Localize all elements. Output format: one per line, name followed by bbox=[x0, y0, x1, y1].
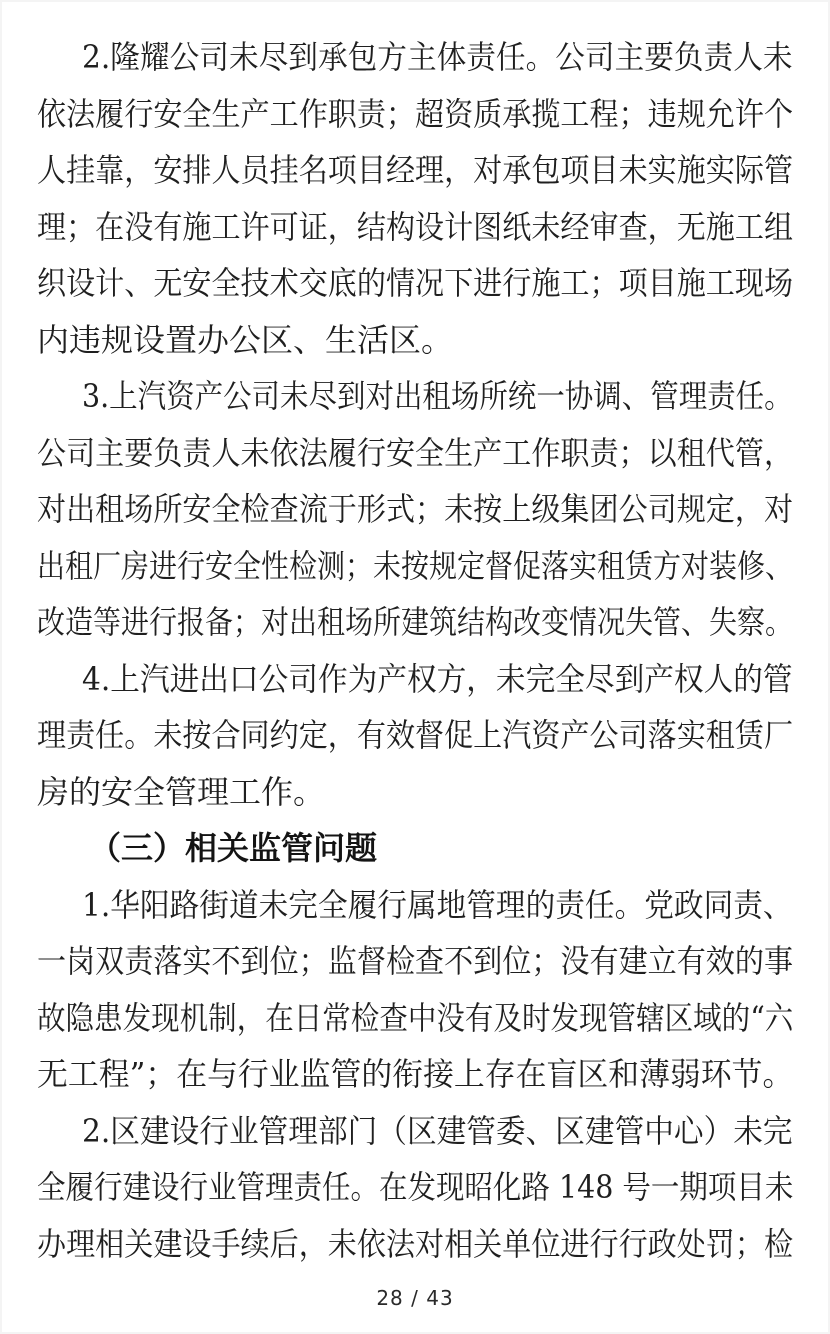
document-line: 4.上汽进出口公司作为产权方，未完全尽到产权人的管 bbox=[82, 659, 793, 698]
document-line: 1.华阳路街道未完全履行属地管理的责任。党政同责、 bbox=[82, 885, 793, 924]
document-line: 对出租场所安全检查流于形式；未按上级集团公司规定，对 bbox=[37, 490, 794, 528]
document-line: 织设计、无安全技术交底的情况下进行施工；项目施工现场 bbox=[37, 264, 794, 302]
document-line: 故隐患发现机制，在日常检查中没有及时发现管辖区域的“六 bbox=[37, 998, 794, 1037]
document-line: 公司主要负责人未依法履行安全生产工作职责；以租代管， bbox=[37, 433, 794, 472]
document-line: 无工程”；在与行业监管的衔接上存在盲区和薄弱环节。 bbox=[37, 1055, 794, 1093]
document-line: 依法履行安全生产工作职责；超资质承揽工程；违规允许个 bbox=[37, 94, 794, 133]
document-line: 理；在没有施工许可证，结构设计图纸未经审查，无施工组 bbox=[37, 207, 794, 246]
document-line: 理责任。未按合同约定，有效督促上汽资产公司落实租赁厂 bbox=[37, 716, 794, 754]
document-line: 房的安全管理工作。 bbox=[37, 772, 326, 811]
document-line: 办理相关建设手续后，未依法对相关单位进行行政处罚；检 bbox=[37, 1224, 794, 1263]
document-line: 出租厂房进行安全性检测；未按规定督促落实租赁方对装修、 bbox=[37, 546, 794, 585]
section-heading-regulatory-issues: （三）相关监管问题 bbox=[89, 829, 378, 867]
document-line: 改造等进行报备；对出租场所建筑结构改变情况失管、失察。 bbox=[37, 603, 794, 641]
document-line: 2.区建设行业管理部门（区建管委、区建管中心）未完 bbox=[82, 1111, 793, 1150]
document-line: 人挂靠，安排人员挂名项目经理，对承包项目未实施实际管 bbox=[37, 151, 794, 189]
document-line: 一岗双责落实不到位；监督检查不到位；没有建立有效的事 bbox=[37, 942, 794, 980]
document-line: 内违规设置办公区、生活区。 bbox=[37, 320, 454, 359]
document-line: 2.隆耀公司未尽到承包方主体责任。公司主要负责人未 bbox=[82, 38, 793, 76]
document-line: 全履行建设行业管理责任。在发现昭化路 148 号一期项目未 bbox=[37, 1168, 794, 1206]
document-body bbox=[37, 29, 793, 1272]
document-line: 3.上汽资产公司未尽到对出租场所统一协调、管理责任。 bbox=[82, 377, 793, 415]
page-number: 28 / 43 bbox=[376, 1286, 454, 1310]
